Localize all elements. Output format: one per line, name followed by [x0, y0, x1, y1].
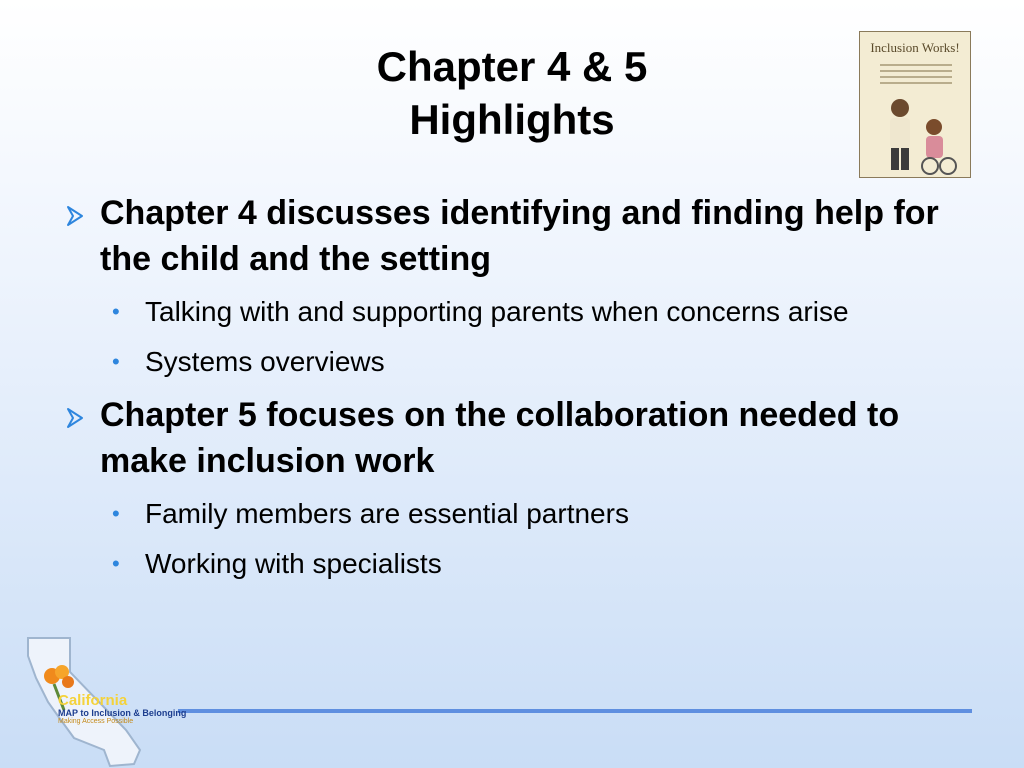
sub-bullet-item: [60, 494, 940, 534]
dot-bullet-icon: •: [112, 349, 120, 374]
logo-line-1: California: [58, 692, 128, 709]
dot-bullet-icon: •: [112, 501, 120, 526]
dot-bullet-icon: •: [112, 299, 120, 324]
sub-bullet-item: [60, 342, 940, 382]
bullet-list: [60, 190, 940, 594]
sub-bullet-item: [60, 544, 940, 584]
logo-text: [58, 694, 186, 726]
bullet-text: Chapter 5 focuses on the collaboration needed to make inclusion work: [100, 396, 900, 480]
slide-title-line-2: Highlights: [409, 96, 615, 143]
bullet-item: [60, 392, 940, 484]
slide-title-line-1: Chapter 4 & 5: [376, 43, 648, 90]
logo-line-3: Making Access Possible: [58, 718, 134, 725]
children-illustration: [860, 32, 971, 178]
dot-bullet-icon: •: [112, 551, 120, 576]
sub-bullet-text: Working with specialists: [145, 548, 442, 579]
arrow-bullet-icon: [64, 205, 86, 227]
sub-bullet-text: Systems overviews: [145, 346, 385, 377]
bullet-text: Chapter 4 discusses identifying and finding help for the child and the setting: [100, 194, 939, 278]
logo-line-2: MAP to Inclusion & Belonging: [58, 708, 187, 718]
bullet-item: [60, 190, 940, 282]
arrow-bullet-icon: [64, 407, 86, 429]
sub-bullet-item: [60, 292, 940, 332]
sub-bullet-text: Family members are essential partners: [145, 498, 629, 529]
book-cover-image: [859, 31, 971, 178]
book-cover-title: Inclusion Works!: [870, 40, 960, 55]
sub-bullet-text: Talking with and supporting parents when concerns arise: [145, 296, 849, 327]
footer-divider: [178, 709, 972, 713]
